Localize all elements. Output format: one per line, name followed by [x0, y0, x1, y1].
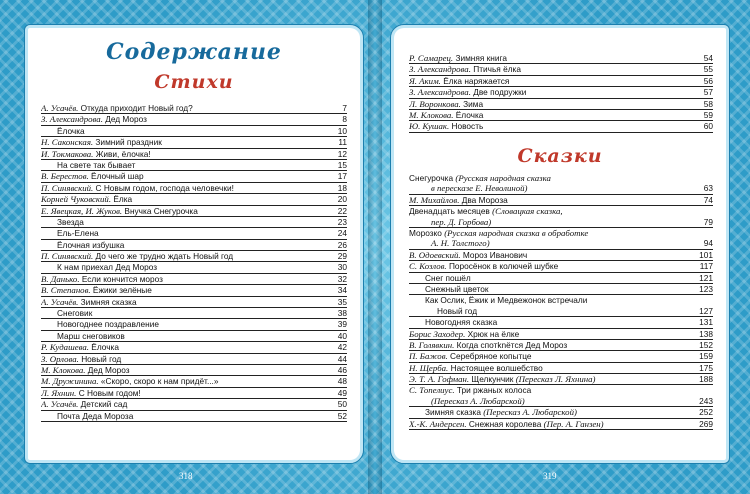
toc-page-number: 32 — [337, 273, 347, 284]
toc-entry[interactable] — [409, 317, 713, 328]
toc-title: Дед Мороз — [87, 364, 130, 375]
poems-toc — [41, 103, 347, 422]
toc-author: З. Александрова. — [409, 87, 471, 98]
toc-page-number: 24 — [337, 228, 347, 239]
toc-title: Как Ослик, Ёжик и Медвежонок встречали — [425, 295, 588, 306]
toc-entry[interactable] — [409, 329, 713, 340]
toc-author: З. Александрова. — [41, 114, 103, 125]
toc-entry[interactable] — [409, 385, 713, 407]
toc-title: Внучка Снегурочка — [124, 205, 198, 216]
toc-title: Зимняя сказка — [425, 407, 481, 418]
toc-entry[interactable] — [41, 285, 347, 296]
toc-title: Ёлочка — [455, 109, 484, 120]
toc-page-number: 131 — [699, 317, 713, 328]
toc-note: (Русская народная сказка в обработке — [444, 227, 589, 238]
toc-title: Щелкунчик — [471, 374, 514, 385]
toc-author: Корней Чуковский. — [41, 194, 112, 205]
toc-title: Если кончится мороз — [81, 273, 163, 284]
toc-entry[interactable] — [409, 99, 713, 110]
toc-page-number: 159 — [699, 351, 713, 362]
toc-page-number: 138 — [699, 328, 713, 339]
toc-entry[interactable] — [409, 273, 713, 284]
toc-author: П. Синявский. — [41, 182, 94, 193]
toc-page-number: 20 — [337, 194, 347, 205]
toc-page-number: 49 — [337, 387, 347, 398]
toc-author: В. Данько. — [41, 273, 80, 284]
toc-subline: пер. Д. Горбова) — [431, 216, 492, 227]
toc-entry[interactable] — [409, 363, 713, 374]
toc-title: Серебряное копытце — [450, 351, 532, 362]
contents-title: Содержание — [106, 39, 282, 65]
toc-page-number: 18 — [337, 182, 347, 193]
toc-entry[interactable] — [409, 250, 713, 261]
toc-page-number: 243 — [699, 395, 713, 406]
toc-title: Хрюк на ёлке — [467, 328, 520, 339]
toc-page-number: 40 — [337, 330, 347, 341]
toc-title: С Новым годом! — [78, 387, 141, 398]
toc-entry[interactable] — [409, 195, 713, 206]
toc-note: (Словацкая сказка, — [492, 206, 563, 217]
toc-author: Х.-К. Андерсен. — [409, 418, 467, 429]
toc-page-number: 10 — [337, 125, 347, 136]
toc-title: Ёлка наряжается — [443, 75, 510, 86]
toc-author: Борис Заходер. — [409, 328, 466, 339]
toc-title: Снеговик — [57, 308, 93, 319]
toc-title: Снежная королева — [468, 418, 542, 429]
toc-page-number: 74 — [703, 194, 713, 205]
toc-title: К нам приехал Дед Мороз — [57, 262, 158, 273]
toc-author: М. Клокова. — [409, 109, 454, 120]
toc-author: Р. Самарец. — [409, 53, 454, 63]
toc-page-number: 8 — [342, 114, 347, 125]
toc-entry[interactable] — [409, 407, 713, 418]
left-page — [24, 24, 364, 481]
toc-subline: (Пересказ А. Любарской) — [431, 395, 525, 406]
toc-title: Живи, ёлочка! — [95, 148, 151, 159]
toc-entry[interactable] — [41, 137, 347, 148]
toc-title: Новогодняя сказка — [425, 317, 498, 328]
toc-author: Е. Явецкая, И. Жуков. — [41, 205, 123, 216]
toc-entry[interactable] — [409, 228, 713, 250]
toc-entry[interactable] — [41, 354, 347, 365]
toc-page-number: 56 — [703, 75, 713, 86]
toc-title: Зимний праздник — [95, 137, 162, 148]
toc-page-number: 11 — [338, 137, 347, 148]
toc-entry[interactable] — [41, 228, 347, 239]
toc-entry[interactable] — [41, 126, 347, 137]
toc-page-number: 54 — [703, 53, 713, 63]
toc-entry[interactable] — [409, 419, 713, 430]
toc-page-number: 252 — [699, 407, 713, 418]
toc-title: Ёлочная избушка — [57, 239, 125, 250]
toc-entry[interactable] — [409, 53, 713, 64]
toc-entry[interactable] — [41, 342, 347, 353]
toc-page-number: 22 — [337, 205, 347, 216]
toc-entry[interactable] — [41, 183, 347, 194]
book-gutter — [368, 0, 382, 494]
toc-title: Когда спотknётся Дед Мороз — [456, 339, 568, 350]
toc-title: Снегурочка — [409, 173, 454, 183]
toc-title: Поросёнок в колючей шубке — [448, 261, 559, 272]
toc-title: Ёлка — [113, 194, 133, 205]
toc-page-number: 55 — [703, 64, 713, 75]
toc-title: Ёжики зелёные — [92, 285, 152, 296]
toc-page-number: 79 — [703, 216, 713, 227]
toc-author: С. Козлов. — [409, 261, 447, 272]
toc-author: Я. Аким. — [409, 75, 441, 86]
tales-heading: Сказки — [517, 145, 603, 167]
toc-entry[interactable] — [41, 194, 347, 205]
toc-author: И. Токмакова. — [41, 148, 94, 159]
toc-entry[interactable] — [41, 411, 347, 422]
toc-page-number: 63 — [703, 183, 713, 194]
toc-title: С Новым годом, господа человечки! — [95, 182, 234, 193]
toc-entry[interactable] — [41, 160, 347, 171]
toc-entry[interactable] — [409, 206, 713, 228]
toc-entry[interactable] — [409, 261, 713, 272]
toc-title: Зима — [463, 98, 484, 109]
toc-subline: в пересказе Е. Неволиной) — [431, 183, 528, 194]
toc-page-number: 44 — [337, 353, 347, 364]
toc-page-number: 94 — [703, 238, 713, 249]
toc-note: (Пер. А. Ганзен) — [543, 418, 604, 429]
toc-author: Л. Яхнин. — [41, 387, 77, 398]
toc-page-number: 101 — [699, 249, 713, 260]
toc-title: Птичья ёлка — [473, 64, 521, 75]
toc-entry[interactable] — [409, 340, 713, 351]
toc-title: Морозко — [409, 227, 442, 238]
toc-page-number: 42 — [337, 342, 347, 353]
toc-page-number: 34 — [337, 285, 347, 296]
toc-title: Снег пошёл — [425, 272, 471, 283]
toc-entry[interactable] — [409, 110, 713, 121]
toc-author: Р. Кудашева. — [41, 342, 89, 353]
toc-author: А. Усачёв. — [41, 296, 79, 307]
toc-entry[interactable] — [41, 251, 347, 262]
toc-page-number: 123 — [699, 283, 713, 294]
toc-note: (Пересказ А. Любарской) — [483, 407, 577, 418]
toc-title: Настоящее волшебство — [450, 362, 543, 373]
toc-page-number: 121 — [699, 272, 713, 283]
toc-author: В. Голявкин. — [409, 339, 455, 350]
toc-page-number: 117 — [699, 261, 713, 272]
toc-author: З. Орлова. — [41, 353, 79, 364]
toc-page-number: 59 — [703, 109, 713, 120]
toc-author: В. Степанов. — [41, 285, 91, 296]
toc-title: Зимняя книга — [455, 53, 507, 63]
toc-page-number: 188 — [699, 374, 713, 385]
toc-page-number: 29 — [337, 251, 347, 262]
toc-entry[interactable] — [41, 206, 347, 217]
toc-title: Три ржаных колоса — [456, 385, 532, 396]
toc-title: Звезда — [57, 216, 84, 227]
toc-page-number: 48 — [337, 376, 347, 387]
page-number-right: 319 — [543, 471, 557, 481]
toc-page-number: 35 — [337, 296, 347, 307]
toc-entry[interactable] — [41, 240, 347, 251]
poems-heading: Стихи — [154, 71, 234, 93]
toc-author: З. Александрова. — [409, 64, 471, 75]
toc-author: В. Берестов. — [41, 171, 89, 182]
toc-title: Марш снеговиков — [57, 330, 125, 341]
toc-entry[interactable] — [409, 351, 713, 362]
toc-title: Две подружки — [473, 87, 527, 98]
toc-page-number: 7 — [342, 103, 347, 113]
toc-author: М. Клокова. — [41, 364, 86, 375]
toc-author: Э. Т. А. Гофман. — [409, 374, 470, 385]
toc-entry[interactable] — [409, 374, 713, 385]
toc-title: Новогоднее поздравление — [57, 319, 159, 330]
toc-entry[interactable] — [41, 103, 347, 114]
toc-note: (Русская народная сказка — [455, 173, 551, 183]
page-number-left: 318 — [179, 471, 193, 481]
toc-entry[interactable] — [41, 297, 347, 308]
toc-page-number: 46 — [337, 364, 347, 375]
toc-subline: Новый год — [437, 305, 478, 316]
toc-page-number: 127 — [699, 305, 713, 316]
toc-page-number: 26 — [337, 239, 347, 250]
toc-title: Ёлочка — [91, 342, 119, 353]
tales-toc — [409, 173, 713, 430]
toc-entry[interactable] — [41, 308, 347, 319]
toc-title: На свете так бывает — [57, 159, 136, 170]
toc-entry[interactable] — [41, 376, 347, 387]
toc-author: П. Бажов. — [409, 351, 448, 362]
toc-title: Ёлочный шар — [91, 171, 144, 182]
toc-page-number: 30 — [337, 262, 347, 273]
toc-entry[interactable] — [41, 319, 347, 330]
toc-page-number: 269 — [699, 418, 713, 429]
toc-entry[interactable] — [41, 274, 347, 285]
toc-entry[interactable] — [41, 171, 347, 182]
toc-page-number: 38 — [337, 308, 347, 319]
toc-entry[interactable] — [41, 365, 347, 376]
toc-title: Детский сад — [80, 399, 128, 410]
toc-title: Два Мороза — [461, 194, 508, 205]
toc-page-number: 52 — [337, 410, 347, 421]
toc-entry[interactable] — [409, 295, 713, 317]
toc-title: Новый год — [81, 353, 122, 364]
toc-entry[interactable] — [41, 331, 347, 342]
toc-title: «Скоро, скоро к нам придёт...» — [100, 376, 219, 387]
toc-title: Откуда приходит Новый год? — [80, 103, 193, 113]
toc-author: П. Синявский. — [41, 251, 94, 262]
toc-author: Н. Саконская. — [41, 137, 94, 148]
toc-title: До чего же трудно ждать Новый год — [95, 251, 234, 262]
toc-author: Ю. Кушак. — [409, 121, 450, 132]
toc-page-number: 50 — [337, 399, 347, 410]
toc-title: Ёлочка — [57, 125, 85, 136]
toc-page-number: 39 — [337, 319, 347, 330]
toc-entry[interactable] — [409, 87, 713, 98]
toc-page-number: 152 — [699, 339, 713, 350]
toc-page-number: 58 — [703, 98, 713, 109]
toc-entry[interactable] — [409, 121, 713, 132]
toc-entry[interactable] — [409, 76, 713, 87]
toc-author: Л. Воронкова. — [409, 98, 461, 109]
toc-title: Мороз Иванович — [462, 249, 528, 260]
toc-author: М. Дружинина. — [41, 376, 99, 387]
toc-entry[interactable] — [41, 149, 347, 160]
toc-author: А. Усачёв. — [41, 103, 79, 113]
toc-title: Новость — [451, 121, 484, 132]
toc-subline: А. Н. Толстого) — [431, 238, 490, 249]
toc-entry[interactable] — [41, 262, 347, 273]
toc-title: Двенадцать месяцев — [409, 206, 490, 217]
toc-title: Почта Деда Мороза — [57, 410, 134, 421]
toc-author: М. Михайлов. — [409, 194, 460, 205]
toc-author: В. Одоевский. — [409, 249, 461, 260]
toc-author: Н. Щерба. — [409, 362, 449, 373]
right-page — [390, 24, 730, 481]
toc-page-number: 15 — [337, 159, 347, 170]
toc-entry[interactable] — [41, 217, 347, 228]
toc-entry[interactable] — [41, 114, 347, 125]
poems-toc-continued — [409, 53, 713, 133]
toc-title: Зимняя сказка — [80, 296, 137, 307]
toc-page-number: 57 — [703, 87, 713, 98]
toc-author: А. Усачёв. — [41, 399, 79, 410]
toc-note: (Пересказ Л. Яхнина) — [515, 374, 596, 385]
toc-title: Ель-Елена — [57, 228, 99, 239]
toc-title: Дед Мороз — [105, 114, 147, 125]
toc-entry[interactable] — [41, 399, 347, 410]
toc-entry[interactable] — [409, 64, 713, 75]
toc-page-number: 23 — [337, 216, 347, 227]
toc-page-number: 175 — [699, 362, 713, 373]
toc-entry[interactable] — [409, 284, 713, 295]
toc-entry[interactable] — [409, 173, 713, 195]
toc-title: Снежный цветок — [425, 283, 489, 294]
toc-page-number: 17 — [337, 171, 347, 182]
toc-page-number: 12 — [337, 148, 347, 159]
toc-entry[interactable] — [41, 388, 347, 399]
toc-page-number: 60 — [703, 121, 713, 132]
toc-author: С. Топелиус. — [409, 385, 455, 396]
